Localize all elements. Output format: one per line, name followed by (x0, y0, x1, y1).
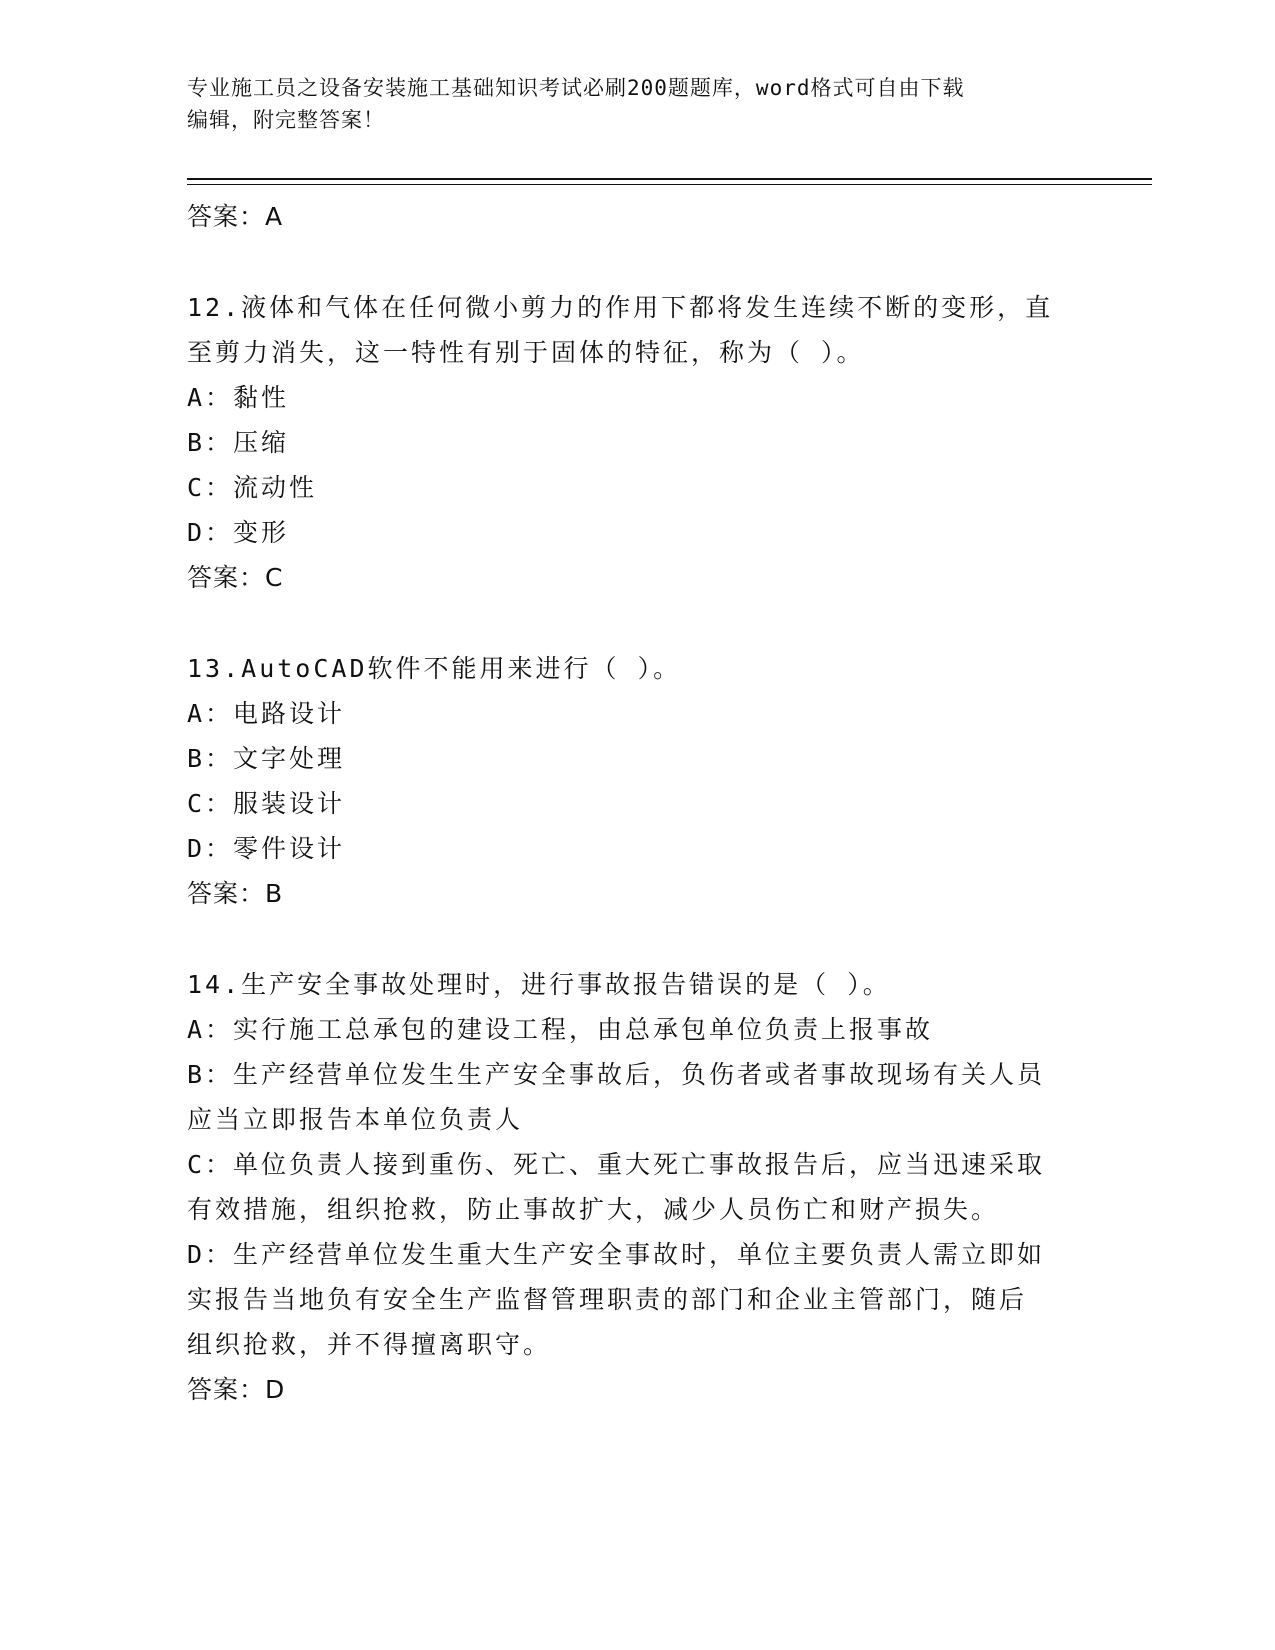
answer-prefix: 答案： (187, 1375, 266, 1404)
answer-prefix: 答案： (187, 563, 266, 592)
option-c-continued: 有效措施，组织抢救，防止事故扩大，减少人员伤亡和财产损失。 (187, 1195, 1000, 1224)
question-stem: 12.液体和气体在任何微小剪力的作用下都将发生连续不断的变形，直 (187, 293, 1054, 322)
option-d: D：变形 (187, 518, 290, 547)
spacer (187, 916, 1087, 962)
header-rule-thick (187, 178, 1152, 180)
option-d-continued: 组织抢救，并不得擅离职守。 (187, 1330, 552, 1359)
question-stem: 13.AutoCAD软件不能用来进行（ ）。 (187, 654, 682, 683)
spacer (187, 600, 1087, 646)
option-b-continued: 应当立即报告本单位负责人 (187, 1105, 524, 1134)
answer-line (187, 555, 1087, 600)
option-c: C：服装设计 (187, 789, 346, 818)
question-block (187, 646, 1087, 916)
option-d: D：生产经营单位发生重大生产安全事故时，单位主要负责人需立即如 (187, 1240, 1046, 1269)
question-block (187, 962, 1087, 1412)
option-a: A：实行施工总承包的建设工程，由总承包单位负责上报事故 (187, 1015, 934, 1044)
answer-value: B (265, 879, 284, 908)
option-c: C：流动性 (187, 473, 318, 502)
spacer (187, 239, 1087, 285)
option-c: C：单位负责人接到重伤、死亡、重大死亡事故报告后，应当迅速采取 (187, 1150, 1046, 1179)
option-d-continued: 实报告当地负有安全生产监督管理职责的部门和企业主管部门，随后 (187, 1285, 1028, 1314)
answer-line (187, 871, 1087, 916)
header-line-2: 编辑，附完整答案！ (187, 108, 385, 132)
answer-value: C (265, 563, 284, 592)
answer-line (187, 1367, 1087, 1412)
option-b: B：文字处理 (187, 744, 346, 773)
answer-value: A (265, 202, 284, 231)
option-b: B：压缩 (187, 428, 290, 457)
option-a: A：电路设计 (187, 699, 346, 728)
header-line-1: 专业施工员之设备安装施工基础知识考试必刷200题题库，word格式可自由下载 (187, 76, 965, 100)
document-header (187, 72, 1087, 136)
question-block (187, 285, 1087, 600)
option-a: A：黏性 (187, 383, 290, 412)
answer-value: D (265, 1375, 286, 1404)
option-d: D：零件设计 (187, 834, 346, 863)
option-b: B：生产经营单位发生生产安全事故后，负伤者或者事故现场有关人员 (187, 1060, 1046, 1089)
document-body (187, 190, 1087, 1412)
answer-prefix: 答案： (187, 879, 266, 908)
header-rule-thin (187, 184, 1152, 185)
answer-prefix: 答案： (187, 202, 266, 231)
question-stem: 至剪力消失，这一特性有别于固体的特征，称为（ ）。 (187, 338, 865, 367)
question-stem: 14.生产安全事故处理时，进行事故报告错误的是（ ）。 (187, 970, 891, 999)
previous-answer (187, 194, 1087, 239)
